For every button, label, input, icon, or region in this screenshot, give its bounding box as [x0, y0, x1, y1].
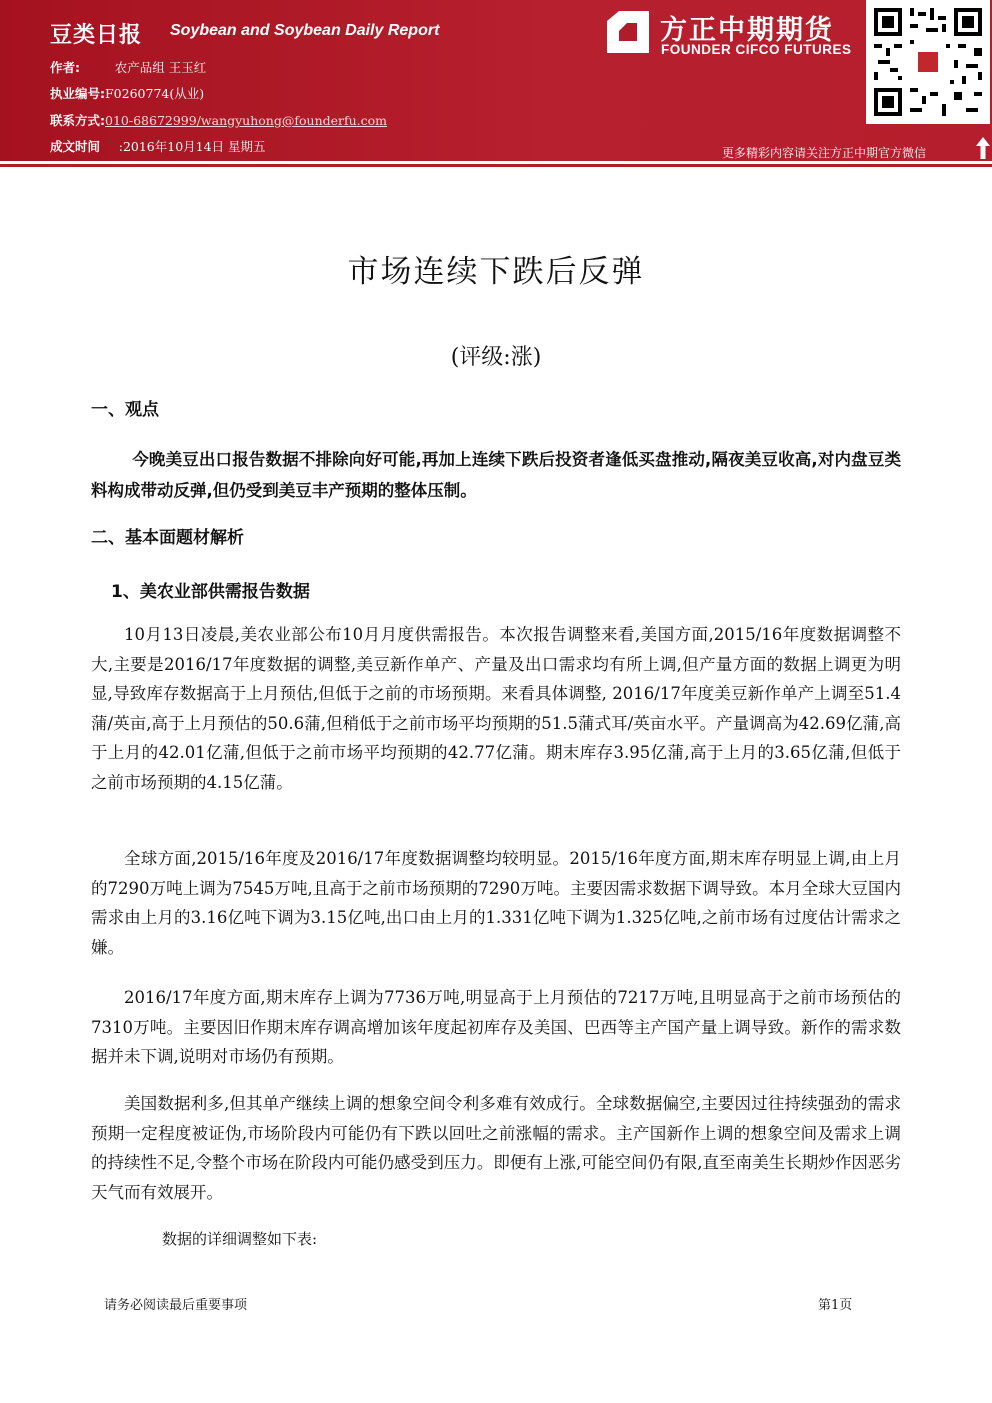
brand-name-cn: 方正中期期货 [660, 15, 834, 46]
license-value: F0260774(从业) [105, 86, 205, 101]
body-paragraph-4: 美国数据利多,但其单产继续上调的想象空间令利多难有效成行。全球数据偏空,主要因过往持续强劲的需求预期一定程度被证伪,市场阶段内可能仍有下跌以回吐之前涨幅的需求。主产国新作上调的想象空间及需求上调的持续性不足,令整个市场在阶段内可能仍感受到压力。即便有上涨,可能空间仍有限,直至南美生长期炒作因恶劣天气而有效展开。 [91, 1094, 901, 1202]
section-heading-viewpoint: 一、观点 [91, 400, 159, 420]
license-line [50, 84, 204, 102]
viewpoint-paragraph: 今晚美豆出口报告数据不排除向好可能,再加上连续下跌后投资者逢低买盘推动,隔夜美豆收高,对内盘豆类料构成带动反弹,但仍受到美豆丰产预期的整体压制。 [91, 450, 901, 500]
author-label: 作者: [50, 60, 80, 75]
contact-line [50, 111, 387, 129]
founder-logo-icon [605, 9, 651, 55]
author-value: 农产品组 王玉红 [114, 60, 207, 75]
brand-name-en: FOUNDER CIFCO FUTURES [661, 42, 852, 57]
report-title-cn: 豆类日报 [50, 23, 143, 48]
body-paragraph-3: 2016/17年度方面,期末库存上调为7736万吨,明显高于上月预估的7217万吨,且明显高于之前市场预估的7310万吨。主要因旧作期末库存调高增加该年度起初库存及美国、巴西等主产国产量上调导致。新作的需求数据并未下调,说明对市场仍有预期。 [91, 988, 901, 1067]
contact-label: 联系方式: [50, 113, 105, 128]
date-label: 成文时间 [50, 139, 101, 154]
report-header-banner [0, 0, 992, 161]
rating-label: (评级:涨) [450, 345, 542, 370]
table-intro-text: 数据的详细调整如下表: [162, 1230, 318, 1248]
section-heading-fundamentals: 二、基本面题材解析 [91, 528, 244, 548]
qr-code-icon[interactable] [866, 0, 990, 124]
body-paragraph-1: 10月13日凌晨,美农业部公布10月月度供需报告。本次报告调整来看,美国方面,2015/16年度数据调整不大,主要是2016/17年度数据的调整,美豆新作单产、产量及出口需求均有所上调,但产量方面的数据上调更为明显,导致库存数据高于上月预估,但低于之前的市场预期。来看具体调整, 2016/17年度美豆新作单产上调至51.4蒲/英亩,高于上月预估的50.6蒲,但稍低于之前市场平均预期的51.5蒲式耳/英亩水平。产量调高为42.69亿蒲,高于上月的42.01亿蒲,但低于之前市场平均预期的42.77亿蒲。期末库存3.95亿蒲,高于上月的3.65亿蒲,但低于之前市场预期的4.15亿蒲。 [91, 625, 901, 792]
footer-disclaimer: 请务必阅读最后重要事项 [104, 1298, 248, 1313]
date-value: :2016年10月14日 星期五 [118, 139, 266, 154]
report-title-en: Soybean and Soybean Daily Report [170, 22, 440, 39]
license-label: 执业编号: [50, 86, 105, 101]
subsection-heading-usda: 1、美农业部供需报告数据 [111, 582, 310, 602]
page-number: 第1页 [818, 1298, 853, 1313]
follow-wechat-text: 更多精彩内容请关注方正中期官方微信 [722, 146, 927, 160]
page-title: 市场连续下跌后反弹 [347, 254, 645, 290]
date-line [50, 137, 266, 155]
author-line [50, 58, 206, 76]
header-divider [0, 164, 992, 167]
contact-email-link[interactable]: 010-68672999/wangyuhong@founderfu.com [105, 113, 388, 128]
up-arrow-icon [975, 136, 991, 160]
body-paragraph-2: 全球方面,2015/16年度及2016/17年度数据调整均较明显。2015/16年度方面,期末库存明显上调,由上月的7290万吨上调为7545万吨,且高于之前市场预期的7290万吨。主要因需求数据下调导致。本月全球大豆国内需求由上月的3.16亿吨下调为3.15亿吨,出口由上月的1.331亿吨下调为1.325亿吨,之前市场有过度估计需求之嫌。 [91, 849, 901, 957]
